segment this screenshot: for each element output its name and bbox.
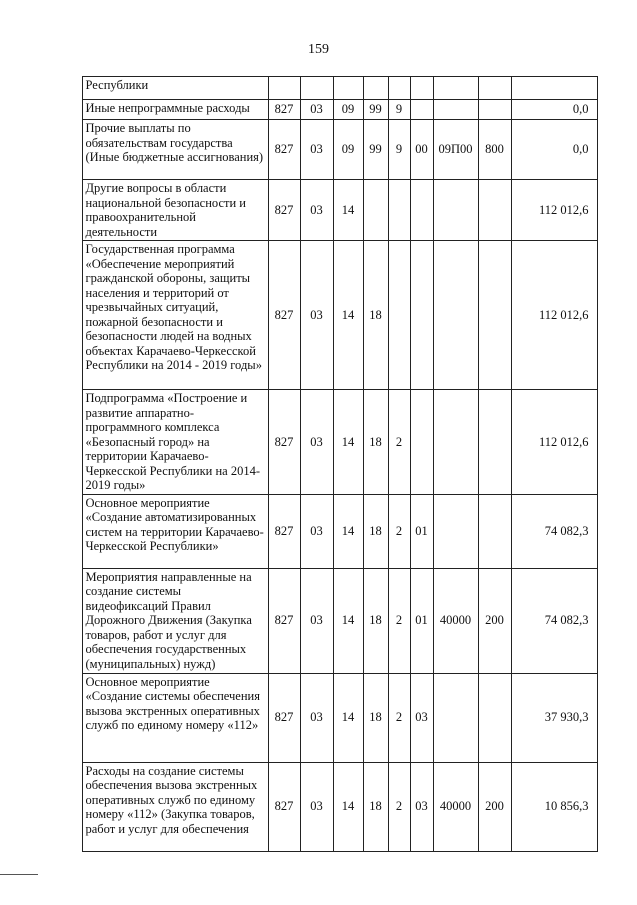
table-row bbox=[57, 390, 597, 495]
code-target-4: 09П00 bbox=[433, 120, 478, 180]
row-amount: 10 856,3 bbox=[511, 762, 597, 851]
code-subsection: 14 bbox=[333, 762, 363, 851]
code-expense-type: 200 bbox=[478, 568, 511, 673]
code-section: 03 bbox=[300, 180, 333, 241]
row-amount: 112 012,6 bbox=[511, 180, 597, 241]
code-section: 03 bbox=[300, 762, 333, 851]
code-target-1: 18 bbox=[363, 568, 388, 673]
margin-mark bbox=[0, 874, 38, 875]
table-row bbox=[57, 241, 597, 390]
code-target-3: 03 bbox=[410, 762, 433, 851]
code-ved: 827 bbox=[268, 241, 300, 390]
code-target-1: 18 bbox=[363, 390, 388, 495]
code-ved: 827 bbox=[268, 390, 300, 495]
code-target-2 bbox=[388, 241, 410, 390]
code-section: 03 bbox=[300, 120, 333, 180]
table-row bbox=[57, 494, 597, 568]
row-amount: 0,0 bbox=[511, 120, 597, 180]
code-ved: 827 bbox=[268, 568, 300, 673]
code-target-1 bbox=[363, 180, 388, 241]
budget-table bbox=[57, 76, 598, 852]
code-target-1 bbox=[363, 77, 388, 100]
row-gutter bbox=[57, 568, 82, 673]
row-gutter bbox=[57, 673, 82, 762]
code-ved: 827 bbox=[268, 494, 300, 568]
code-expense-type bbox=[478, 241, 511, 390]
code-target-1: 18 bbox=[363, 762, 388, 851]
code-target-2: 2 bbox=[388, 568, 410, 673]
row-gutter bbox=[57, 100, 82, 120]
code-expense-type bbox=[478, 100, 511, 120]
code-subsection: 09 bbox=[333, 120, 363, 180]
table-row bbox=[57, 120, 597, 180]
code-ved: 827 bbox=[268, 180, 300, 241]
code-target-2 bbox=[388, 180, 410, 241]
row-name: Расходы на создание системы обеспечения вызова экстренных оперативных служб по единому номеру «112» (Закупка товаров, работ и услуг для обеспечения bbox=[82, 762, 268, 851]
code-target-3 bbox=[410, 100, 433, 120]
row-gutter bbox=[57, 494, 82, 568]
code-target-3 bbox=[410, 77, 433, 100]
row-amount: 74 082,3 bbox=[511, 494, 597, 568]
code-target-4: 40000 bbox=[433, 568, 478, 673]
code-target-4 bbox=[433, 100, 478, 120]
code-target-1: 18 bbox=[363, 494, 388, 568]
code-ved: 827 bbox=[268, 120, 300, 180]
code-ved: 827 bbox=[268, 762, 300, 851]
code-section: 03 bbox=[300, 673, 333, 762]
row-gutter bbox=[57, 180, 82, 241]
code-section bbox=[300, 77, 333, 100]
row-name: Основное мероприятие «Создание системы обеспечения вызова экстренных оперативных служб по единому номеру «112» bbox=[82, 673, 268, 762]
code-subsection bbox=[333, 77, 363, 100]
row-amount: 37 930,3 bbox=[511, 673, 597, 762]
code-target-1: 18 bbox=[363, 673, 388, 762]
code-ved: 827 bbox=[268, 100, 300, 120]
row-name: Подпрограмма «Построение и развитие аппаратно-программного комплекса «Безопасный город» на территории Карачаево-Черкесской Республики на 2014-2019 годы» bbox=[82, 390, 268, 495]
code-expense-type: 200 bbox=[478, 762, 511, 851]
code-expense-type bbox=[478, 390, 511, 495]
code-target-3: 03 bbox=[410, 673, 433, 762]
code-section: 03 bbox=[300, 241, 333, 390]
code-target-1: 18 bbox=[363, 241, 388, 390]
code-target-2: 2 bbox=[388, 673, 410, 762]
row-gutter bbox=[57, 390, 82, 495]
table-row bbox=[57, 180, 597, 241]
table-row bbox=[57, 762, 597, 851]
row-amount: 74 082,3 bbox=[511, 568, 597, 673]
code-target-4 bbox=[433, 494, 478, 568]
code-target-3 bbox=[410, 241, 433, 390]
row-gutter bbox=[57, 120, 82, 180]
row-amount: 112 012,6 bbox=[511, 241, 597, 390]
row-name: Прочие выплаты по обязательствам государства (Иные бюджетные ассигнования) bbox=[82, 120, 268, 180]
code-subsection: 09 bbox=[333, 100, 363, 120]
code-target-2: 9 bbox=[388, 100, 410, 120]
code-target-4 bbox=[433, 241, 478, 390]
code-target-3 bbox=[410, 390, 433, 495]
code-section: 03 bbox=[300, 494, 333, 568]
code-target-3: 00 bbox=[410, 120, 433, 180]
row-name: Другие вопросы в области национальной безопасности и правоохранительной деятельности bbox=[82, 180, 268, 241]
code-section: 03 bbox=[300, 390, 333, 495]
code-target-2: 9 bbox=[388, 120, 410, 180]
code-target-3 bbox=[410, 180, 433, 241]
code-subsection: 14 bbox=[333, 673, 363, 762]
code-expense-type bbox=[478, 77, 511, 100]
code-ved: 827 bbox=[268, 673, 300, 762]
code-subsection: 14 bbox=[333, 390, 363, 495]
code-target-2: 2 bbox=[388, 494, 410, 568]
row-gutter bbox=[57, 77, 82, 100]
code-target-1: 99 bbox=[363, 100, 388, 120]
table-row bbox=[57, 568, 597, 673]
row-name: Мероприятия направленные на создание системы видеофиксаций Правил Дорожного Движения (Закупка товаров, работ и услуг для обеспечения государственных (муниципальных) нужд) bbox=[82, 568, 268, 673]
table-row bbox=[57, 100, 597, 120]
code-target-4 bbox=[433, 390, 478, 495]
code-target-2 bbox=[388, 77, 410, 100]
code-expense-type bbox=[478, 494, 511, 568]
code-subsection: 14 bbox=[333, 241, 363, 390]
code-expense-type bbox=[478, 673, 511, 762]
code-target-4 bbox=[433, 77, 478, 100]
code-target-4: 40000 bbox=[433, 762, 478, 851]
code-target-2: 2 bbox=[388, 390, 410, 495]
row-gutter bbox=[57, 762, 82, 851]
page-number: 159 bbox=[308, 42, 329, 57]
row-name: Иные непрограммные расходы bbox=[82, 100, 268, 120]
code-ved bbox=[268, 77, 300, 100]
code-target-1: 99 bbox=[363, 120, 388, 180]
row-amount: 112 012,6 bbox=[511, 390, 597, 495]
code-target-3: 01 bbox=[410, 568, 433, 673]
row-name: Республики bbox=[82, 77, 268, 100]
code-target-4 bbox=[433, 180, 478, 241]
code-section: 03 bbox=[300, 568, 333, 673]
row-name: Основное мероприятие «Создание автоматизированных систем на территории Карачаево-Черкесской Республики» bbox=[82, 494, 268, 568]
code-target-3: 01 bbox=[410, 494, 433, 568]
row-amount: 0,0 bbox=[511, 100, 597, 120]
code-target-2: 2 bbox=[388, 762, 410, 851]
code-subsection: 14 bbox=[333, 494, 363, 568]
row-amount bbox=[511, 77, 597, 100]
table-row bbox=[57, 673, 597, 762]
code-expense-type bbox=[478, 180, 511, 241]
row-name: Государственная программа «Обеспечение мероприятий гражданской обороны, защиты населения и территорий от чрезвычайных ситуаций, пожарной безопасности и безопасности людей на водных объектах Карачаево-Черкесской Республики на 2014 - 2019 годы» bbox=[82, 241, 268, 390]
code-expense-type: 800 bbox=[478, 120, 511, 180]
code-subsection: 14 bbox=[333, 568, 363, 673]
table-row bbox=[57, 77, 597, 100]
row-gutter bbox=[57, 241, 82, 390]
code-section: 03 bbox=[300, 100, 333, 120]
code-target-4 bbox=[433, 673, 478, 762]
code-subsection: 14 bbox=[333, 180, 363, 241]
